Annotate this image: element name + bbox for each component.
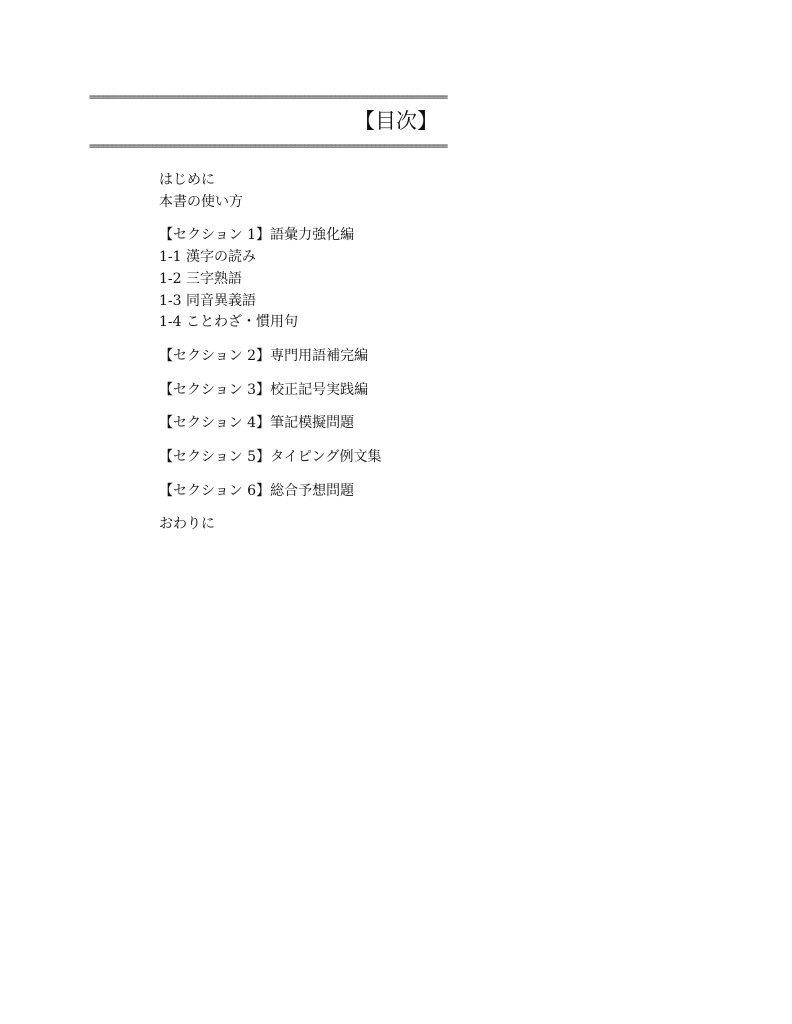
toc-subsection-1-4: 1-4 ことわざ・慣用句	[159, 314, 298, 331]
table-of-contents	[159, 170, 382, 536]
bottom-divider: ================================================================================	[89, 142, 447, 152]
toc-subsection-1-3: 1-3 同音異義語	[159, 292, 256, 309]
top-divider: ================================================================================	[89, 93, 447, 103]
toc-intro: はじめに	[159, 172, 215, 188]
toc-section-1: 【セクション 1】語彙力強化編	[159, 227, 355, 244]
toc-subsection-1-2: 1-2 三字熟語	[159, 270, 242, 287]
toc-section-6: 【セクション 6】総合予想問題	[159, 482, 355, 499]
toc-section-5: 【セクション 5】タイピング例文集	[159, 449, 382, 466]
toc-howto: 本書の使い方	[159, 193, 243, 210]
toc-section-2: 【セクション 2】専門用語補完編	[159, 347, 369, 364]
page-title: 【目次】	[354, 109, 438, 133]
toc-outro: おわりに	[159, 516, 215, 533]
toc-section-4: 【セクション 4】筆記模擬問題	[159, 415, 355, 432]
toc-section-3: 【セクション 3】校正記号実践編	[159, 381, 369, 398]
toc-subsection-1-1: 1-1 漢字の読み	[159, 249, 256, 266]
